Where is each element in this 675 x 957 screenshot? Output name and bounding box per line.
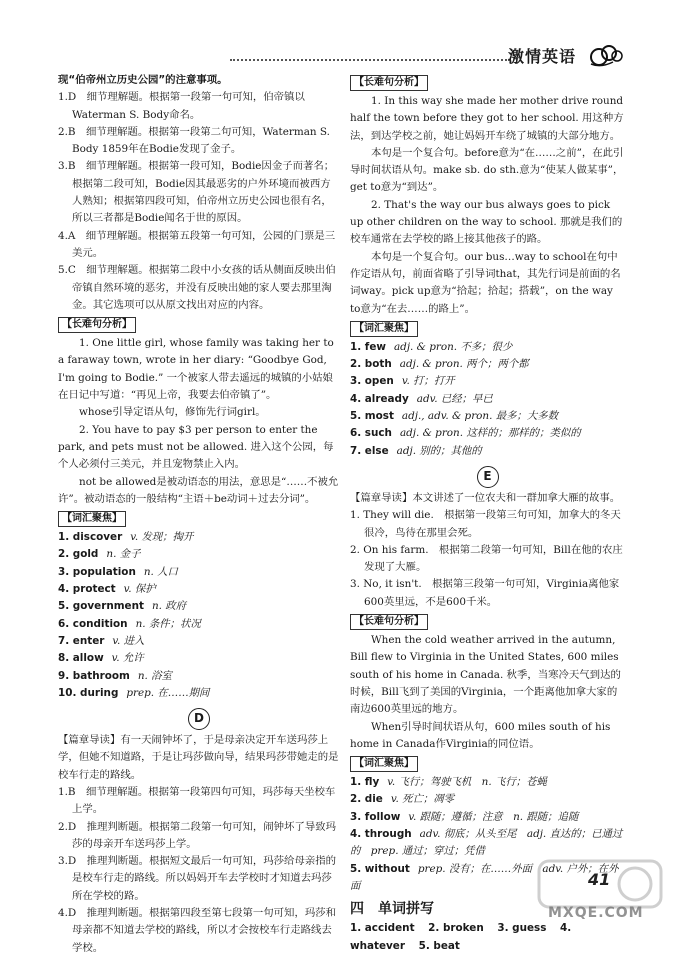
section-label-vocab: 【词汇聚焦】 [350, 321, 418, 337]
answer-item: 2.B 细节理解题。根据第一段第二句可知，Waterman S. Body 1859年在Bodie发现了金子。 [58, 125, 330, 156]
long-sentence-note: 本句是一个复合句。our bus…way to school在句中作定语从句，前面省略了引导词that，其先行词是前面的名词way。pick up意为“拾起；拾起；搭载”，on the way to意为“在去……的路上”。 [350, 250, 621, 315]
vocab-item: 1. fly v. 飞行；驾驶飞机 n. 飞行；苍蝇 [350, 776, 547, 789]
vocab-item: 7. enter v. 进入 [58, 634, 145, 647]
right-column [350, 72, 625, 955]
spelling-item: 3. guess [497, 922, 547, 935]
vocab-item: 6. such adj. & pron. 这样的；那样的；类似的 [350, 427, 581, 440]
vocab-item: 6. condition n. 条件；状况 [58, 617, 201, 630]
header-swirl-logo-icon [587, 42, 629, 68]
intro-line: 现“伯帝州立历史公园”的注意事项。 [58, 74, 228, 86]
long-sentence-note: not be allowed是被动语态的用法，意思是“……不被允许”。被动语态的一般结构“主语＋be动词＋过去分词”。 [58, 475, 339, 505]
vocab-item: 3. follow v. 跟随；遵循；注意 n. 跟随；追随 [350, 810, 579, 823]
long-sentence: 1. In this way she made her mother drive round half the town before they got to her school. 用这种方法，到达学校之前，她让妈妈开车绕了城镇的大部分地方。 [350, 95, 624, 142]
watermark-text: MXQE.COM [548, 905, 644, 921]
passage-mark-d: D [188, 708, 210, 730]
long-sentence-note: whose引导定语从句，修饰先行词girl。 [79, 406, 266, 419]
spelling-item: 5. beat [418, 939, 460, 952]
long-sentence-note: 本句是一个复合句。before意为“在……之前”，在此引导时间状语从句。make sb. do sth.意为“使某人做某事”，get to意为“到达”。 [350, 146, 624, 194]
long-sentence: 2. You have to pay $3 per person to enter the park, and pets must not be allowed. 进入这个公园，每个人必须付三美元，并且宠物禁止入内。 [58, 423, 334, 471]
vocab-item: 3. open v. 打；打开 [350, 375, 455, 388]
passage-mark-e: E [477, 466, 499, 488]
answer-item: 2.D 推理判断题。根据第二段第一句可知，闹钟坏了导致玛莎的母亲开车送玛莎上学。 [58, 820, 337, 850]
spelling-answers [350, 920, 625, 955]
page-header [0, 0, 675, 70]
answer-item: 4.D 推理判断题。根据第四段至第七段第一句可知，玛莎和母亲都不知道去学校的路线，所以才会按校车行走路线去学校。 [58, 907, 337, 954]
answer-item: 3.D 推理判断题。根据短文最后一句可知，玛莎给母亲指的是校车行走的路线。所以妈妈开车去学校时才知道去玛莎所在学校的路。 [58, 855, 337, 902]
vocab-item: 5. government n. 政府 [58, 600, 187, 613]
section-label-vocab: 【词汇聚焦】 [350, 756, 418, 772]
answer-list [58, 89, 340, 314]
vocab-item: 8. allow v. 允许 [58, 652, 144, 665]
long-sentence-note: When引导时间状语从句，600 miles south of his home in Canada作Virginia的同位语。 [350, 720, 611, 750]
vocab-item: 3. population n. 人口 [58, 565, 178, 578]
vocab-item: 1. few adj. & pron. 不多；很少 [350, 340, 513, 353]
answer-item: 4.A 细节理解题。根据第五段第一句可知，公园的门票是三美元。 [58, 229, 336, 259]
spelling-item: 1. accident [350, 922, 415, 935]
vocab-item: 4. through adv. 彻底；从头至尾 adj. 直达的；已通过的 prep. 通过；穿过；凭借 [350, 827, 623, 858]
answer-item: 3.B 细节理解题。根据第一段可知，Bodie因金子而著名；根据第二段可知，Bodie因其最恶劣的户外环境而被西方人熟知；根据第四段可知，伯帝州立历史公园也很有名，所以三者都是Bodie闻名于世的原因。 [58, 160, 335, 225]
spelling-item: 2. broken [428, 922, 484, 935]
section-label-vocab: 【词汇聚焦】 [58, 511, 126, 527]
answer-item: 1. They will die. 根据第一段第三句可知，加拿大的冬天很冷，鸟待在那里会死。 [350, 509, 621, 539]
passage-intro: 【篇章导读】有一天闹钟坏了，于是母亲决定开车送玛莎上学，但她不知道路，于是让玛莎做向导，结果玛莎带她走的是校车行走的路线。 [58, 734, 339, 781]
long-sentence: 2. That's the way our bus always goes to pick up other children on the way to school. 那就是我们的校车通常在去学校的路上接其他孩子的路。 [350, 198, 623, 246]
left-column [58, 72, 340, 957]
answer-item: 1.B 细节理解题。根据第一段第四句可知，玛莎每天坐校车上学。 [58, 785, 336, 816]
section-label-long-sentence: 【长难句分析】 [58, 317, 136, 333]
header-title: 激情英语 [508, 47, 577, 66]
vocab-item: 4. already adv. 已经；早已 [350, 392, 493, 405]
vocab-item: 2. die v. 死亡；凋零 [350, 793, 455, 806]
spelling-item: 4. whatever [350, 922, 572, 952]
answer-item: 1.D 细节理解题。根据第一段第一句可知，伯帝镇以Waterman S. Body命名。 [58, 91, 305, 121]
vocab-item: 9. bathroom n. 浴室 [58, 669, 172, 682]
long-sentence: 1. One little girl, whose family was taking her to a faraway town, wrote in her diary: “Goodbye God, I'm going to Bodie.” 一个被家人带去遥远的城镇的小姑娘在日记中写道：“再见上帝，我要去伯帝镇了”。 [58, 337, 334, 402]
vocab-item: 5. most adj., adv. & pron. 最多；大多数 [350, 410, 559, 423]
vocab-item: 1. discover v. 发现；掏开 [58, 531, 194, 544]
vocab-item: 7. else adj. 别的；其他的 [350, 444, 482, 457]
answer-item: 2. On his farm. 根据第二段第一句可知，Bill在他的农庄发现了大雁。 [350, 543, 623, 574]
vocab-item: 5. without prep. 没有；在……外面 adv. 户外；在外面 [350, 862, 619, 892]
section-label-long-sentence: 【长难句分析】 [350, 614, 428, 630]
section-label-long-sentence: 【长难句分析】 [350, 75, 428, 91]
vocab-item: 2. gold n. 金子 [58, 548, 141, 561]
vocab-item: 4. protect v. 保护 [58, 583, 156, 596]
answer-item: 3. No, it isn't. 根据第三段第一句可知，Virginia离他家600英里远，不是600千米。 [350, 578, 620, 608]
long-sentence: When the cold weather arrived in the autumn, Bill flew to Virginia in the United States, 600 miles south of his home in Canada. 秋季，当寒冷天气到达的时候，Bill飞到了美国的Virginia，一个距离他加拿大家的南边600英里远的地方。 [350, 634, 621, 716]
vocab-item: 2. both adj. & pron. 两个；两个都 [350, 358, 529, 371]
header-dotted-rule [230, 59, 510, 61]
passage-intro: 【篇章导读】本文讲述了一位农夫和一群加拿大雁的故事。 [350, 491, 621, 504]
vocab-list [58, 529, 340, 702]
vocab-item: 10. during prep. 在……期间 [58, 686, 210, 699]
answer-item: 5.C 细节理解题。根据第二段中小女孩的话从侧面反映出伯帝镇自然环境的恶劣，并没有反映出她的家人要去那里淘金。其它选项可以从原文找出对应的内容。 [58, 264, 336, 311]
page-number: 41 [588, 870, 611, 889]
section-heading-spelling: 四 单词拼写 [350, 901, 434, 918]
